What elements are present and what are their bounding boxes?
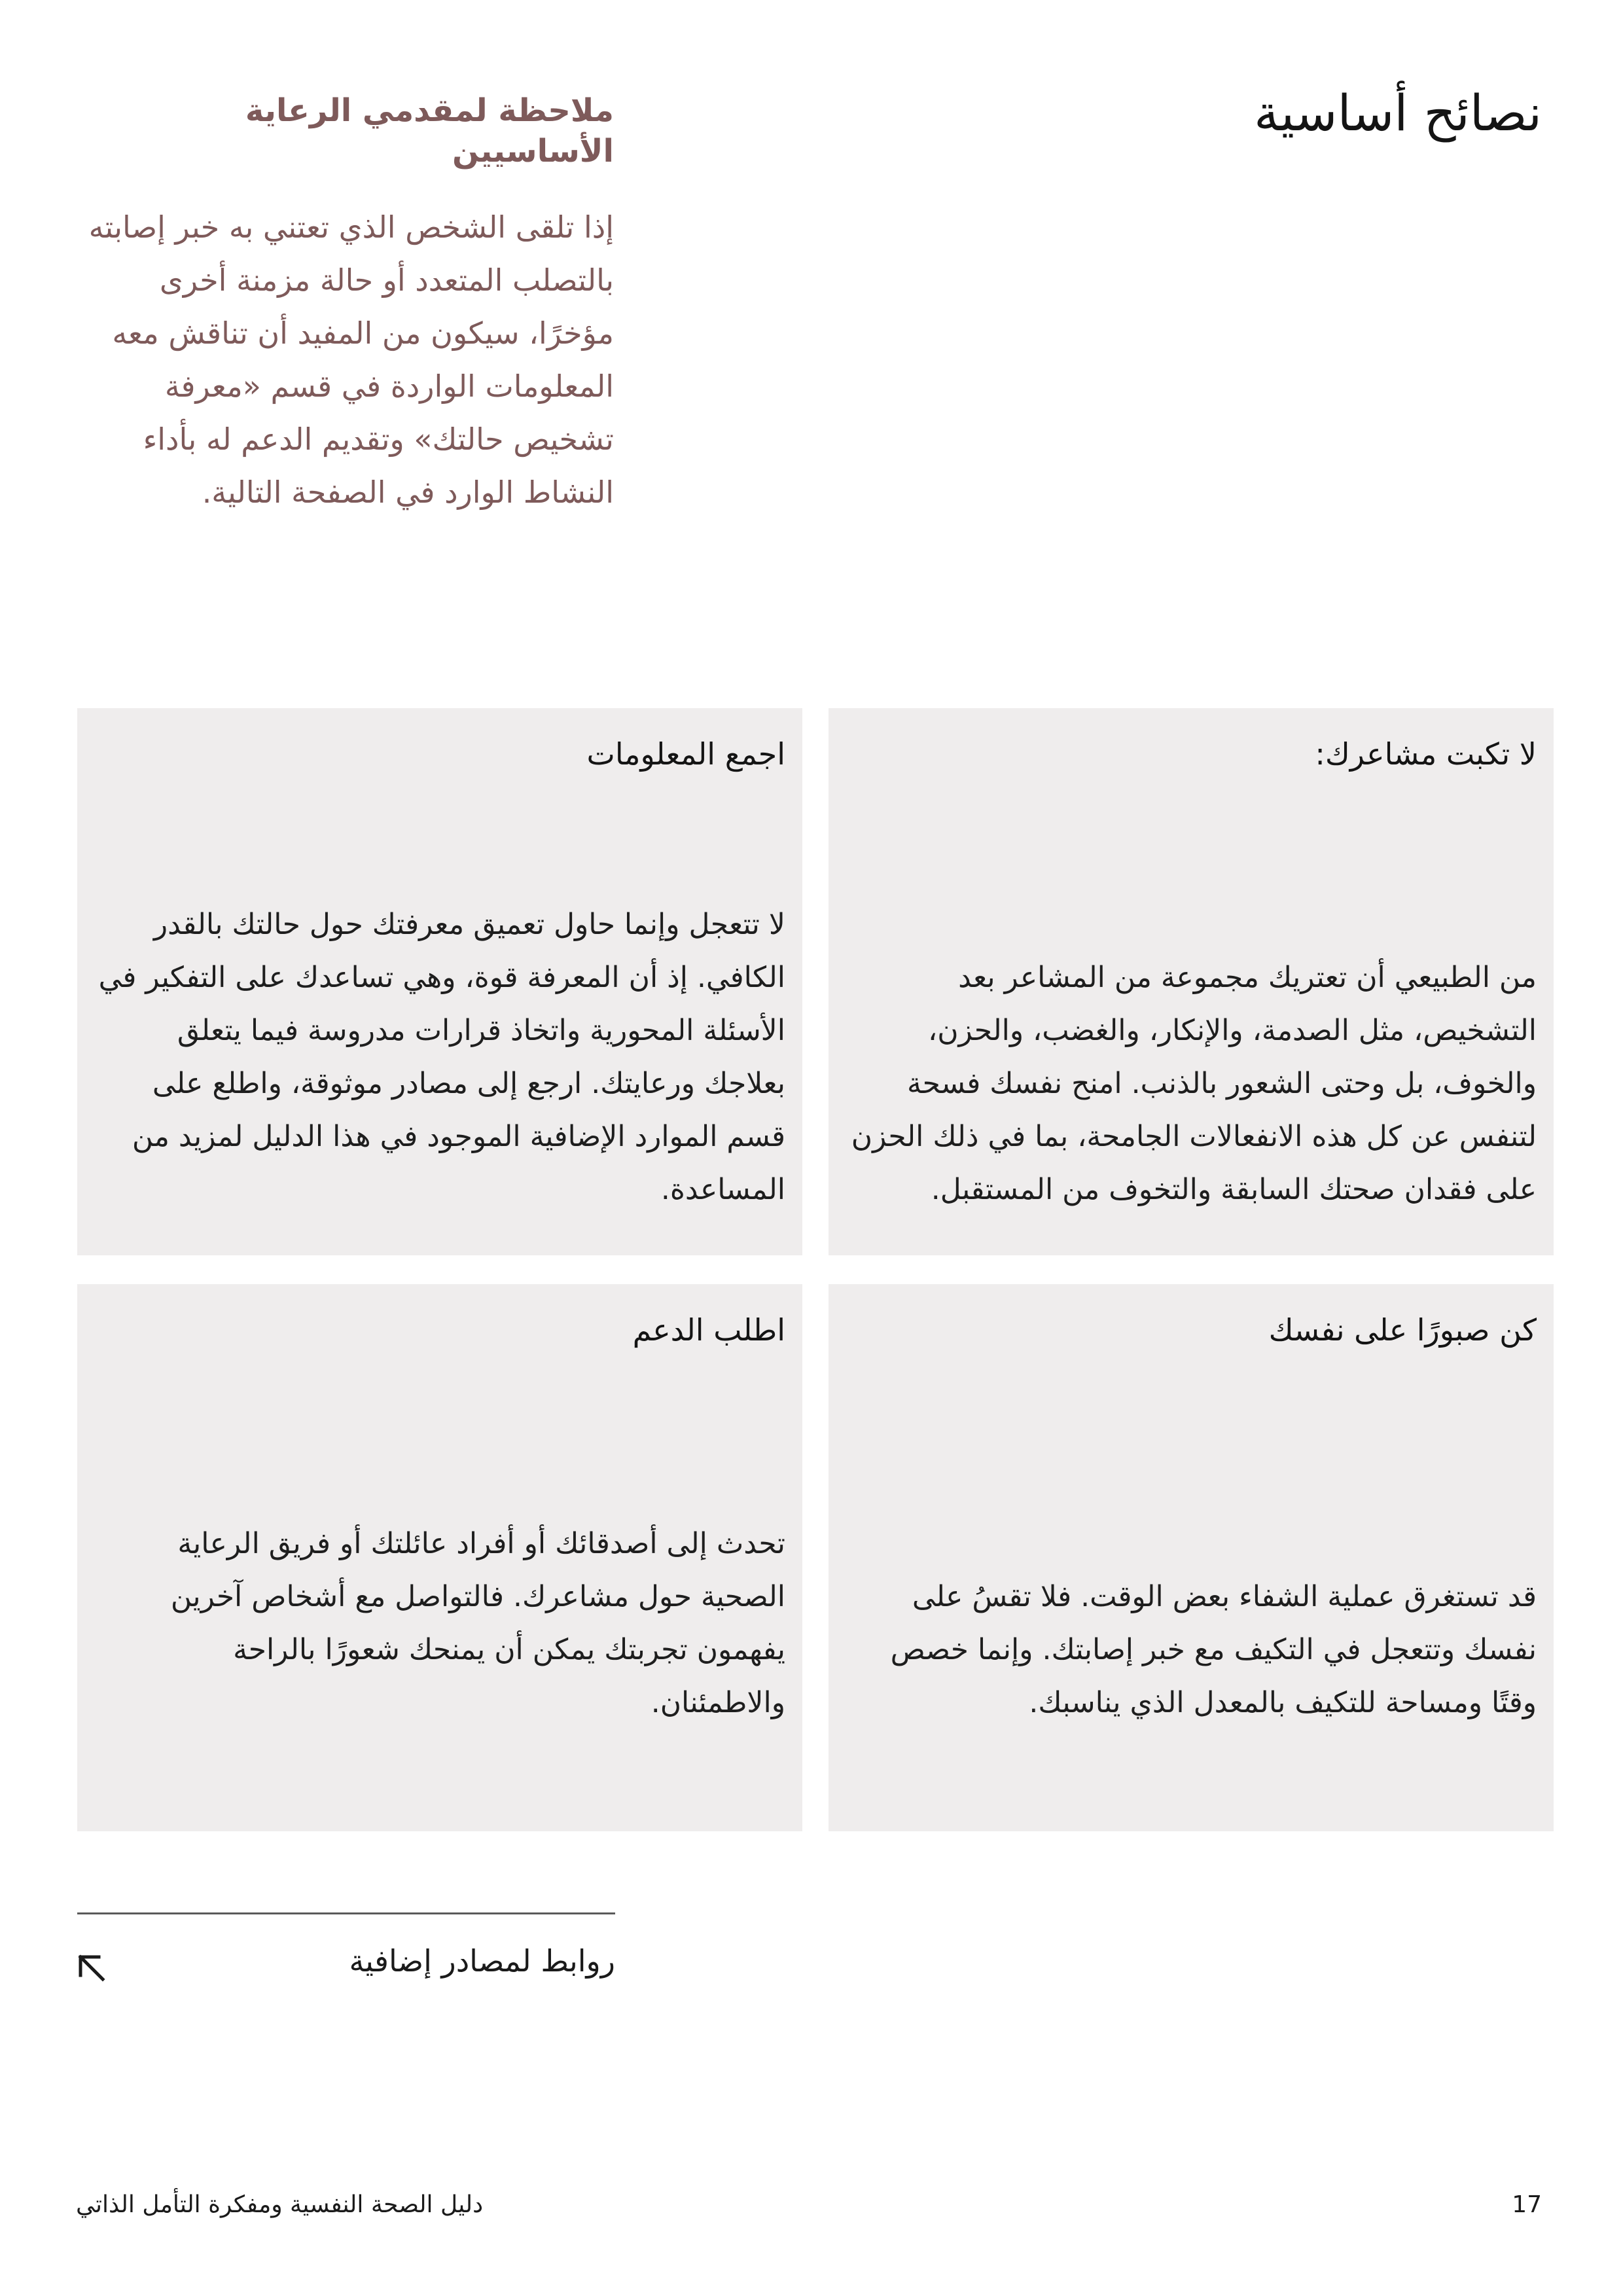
tip-card-feelings: [829, 708, 1554, 1255]
footer-guide-title: دليل الصحة النفسية ومفكرة التأمل الذاتي: [76, 2191, 484, 2218]
tips-grid: [77, 708, 1554, 1831]
tip-card-patience: [829, 1284, 1554, 1831]
tip-card-support-title: اطلب الدعم: [632, 1312, 785, 1348]
tip-card-information: [77, 708, 802, 1255]
tip-card-patience-body: قد تستغرق عملية الشفاء بعض الوقت. فلا تقسُ على نفسك وتتعجل في التكيف مع خبر إصابتك. وإنما خصص وقتًا ومساحة للتكيف بالمعدل الذي يناسبك.: [890, 1580, 1537, 1719]
tip-card-support-body: تحدث إلى أصدقائك أو أفراد عائلتك أو فريق الرعاية الصحية حول مشاعرك. فالتواصل مع أشخاص آخرين يفهمون تجربتك يمكن أن يمنحك شعورًا بالراحة والاطمئنان.: [170, 1527, 785, 1719]
additional-resources-link[interactable]: [77, 1912, 615, 1986]
caregiver-note-body: إذا تلقى الشخص الذي تعتني به خبر إصابته بالتصلب المتعدد أو حالة مزمنة أخرى مؤخرًا، سيكون من المفيد أن تناقش معه المعلومات الواردة في قسم «معرفة تشخيص حالتك» وتقديم الدعم له بأداء النشاط الوارد في الصفحة التالية.: [88, 209, 614, 510]
caregiver-note-title: ملاحظة لمقدمي الرعاية الأساسيين: [245, 92, 614, 170]
tip-card-feelings-title: لا تكبت مشاعرك:: [1315, 736, 1537, 772]
additional-resources-label[interactable]: روابط لمصادر إضافية: [349, 1943, 615, 1979]
tip-card-information-title: اجمع المعلومات: [586, 736, 785, 772]
tip-card-patience-title: كن صبورًا على نفسك: [1268, 1312, 1537, 1348]
tip-card-information-body: لا تتعجل وإنما حاول تعميق معرفتك حول حالتك بالقدر الكافي. إذ أن المعرفة قوة، وهي تساعدك على التفكير في الأسئلة المحورية واتخاذ قرارات مدروسة فيما يتعلق بعلاجك ورعايتك. ارجع إلى مصادر موثوقة، واطلع على قسم الموارد الإضافية الموجود في هذا الدليل لمزيد من المساعدة.: [98, 908, 785, 1206]
page-title: نصائح أساسية: [1254, 84, 1542, 142]
arrow-up-left-icon[interactable]: [77, 1954, 106, 1982]
tip-card-feelings-body: من الطبيعي أن تعتريك مجموعة من المشاعر بعد التشخيص، مثل الصدمة، والإنكار، والغضب، والحزن، والخوف، بل وحتى الشعور بالذنب. امنح نفسك فسحة لتنفس عن كل هذه الانفعالات الجامحة، بما في ذلك الحزن على فقدان صحتك السابقة والتخوف من المستقبل.: [851, 961, 1537, 1206]
page-number: 17: [1512, 2191, 1542, 2218]
caregiver-note: [77, 90, 614, 519]
tip-card-support: [77, 1284, 802, 1831]
